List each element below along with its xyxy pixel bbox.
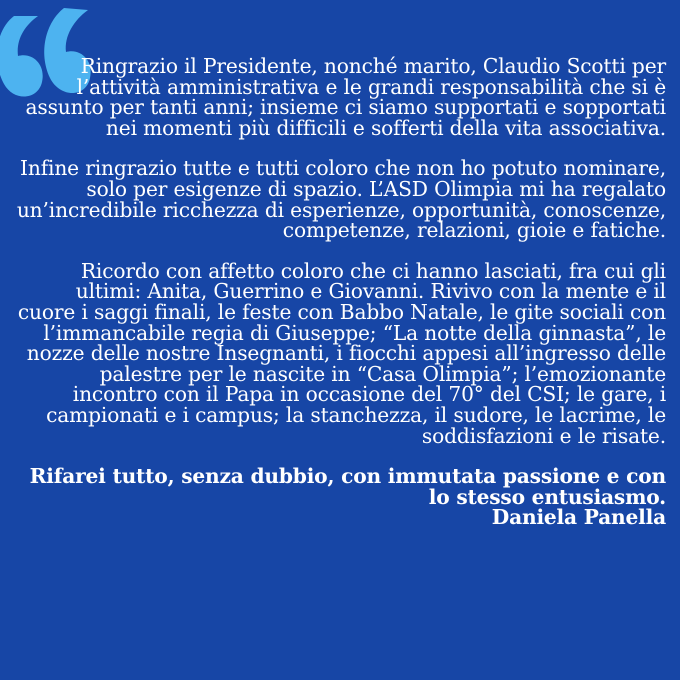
paragraph-memories: Ricordo con affetto coloro che ci hanno lasciati, fra cui gli ultimi: Anita, Guerrino e Giovanni. Rivivo con la mente e il cuore i saggi finali, le feste con Babbo Natale, le gite sociali con l’immancabile regia di Giuseppe; “La notte della ginnasta”, le nozze delle nostre Insegnanti, i fiocchi appesi all’ingresso delle palestre per le nascite in “Casa Olimpia”; l’emozionante incontro con il Papa in occasione del 70° del CSI; le gare, i campionati e i campus; la stanchezza, il sudore, le lacrime, le soddisfazioni e le risate. bbox=[17, 258, 666, 448]
paragraph-thanks-all: Infine ringrazio tutte e tutti coloro che non ho potuto nominare, solo per esigenze di spazio. L’ASD Olimpia mi ha regalato un’incredibile ricchezza di esperienze, opportunità, conoscenze, competenze, relazioni, gioie e fatiche. bbox=[16, 156, 666, 243]
paragraph-thanks-president: Ringrazio il Presidente, nonché marito, Claudio Scotti per l’attività amministrativa e le grandi responsabilità che si è assunto per tanti anni; insieme ci siamo supportati e sopportati nei momenti più difficili e sofferti della vita associativa. bbox=[25, 54, 666, 140]
quote-text-block bbox=[14, 56, 666, 528]
closing-statement bbox=[14, 466, 666, 528]
closing-text: Rifarei tutto, senza dubbio, con immutata passione e con lo stesso entusiasmo. bbox=[29, 464, 666, 509]
signature: Daniela Panella bbox=[491, 505, 666, 530]
